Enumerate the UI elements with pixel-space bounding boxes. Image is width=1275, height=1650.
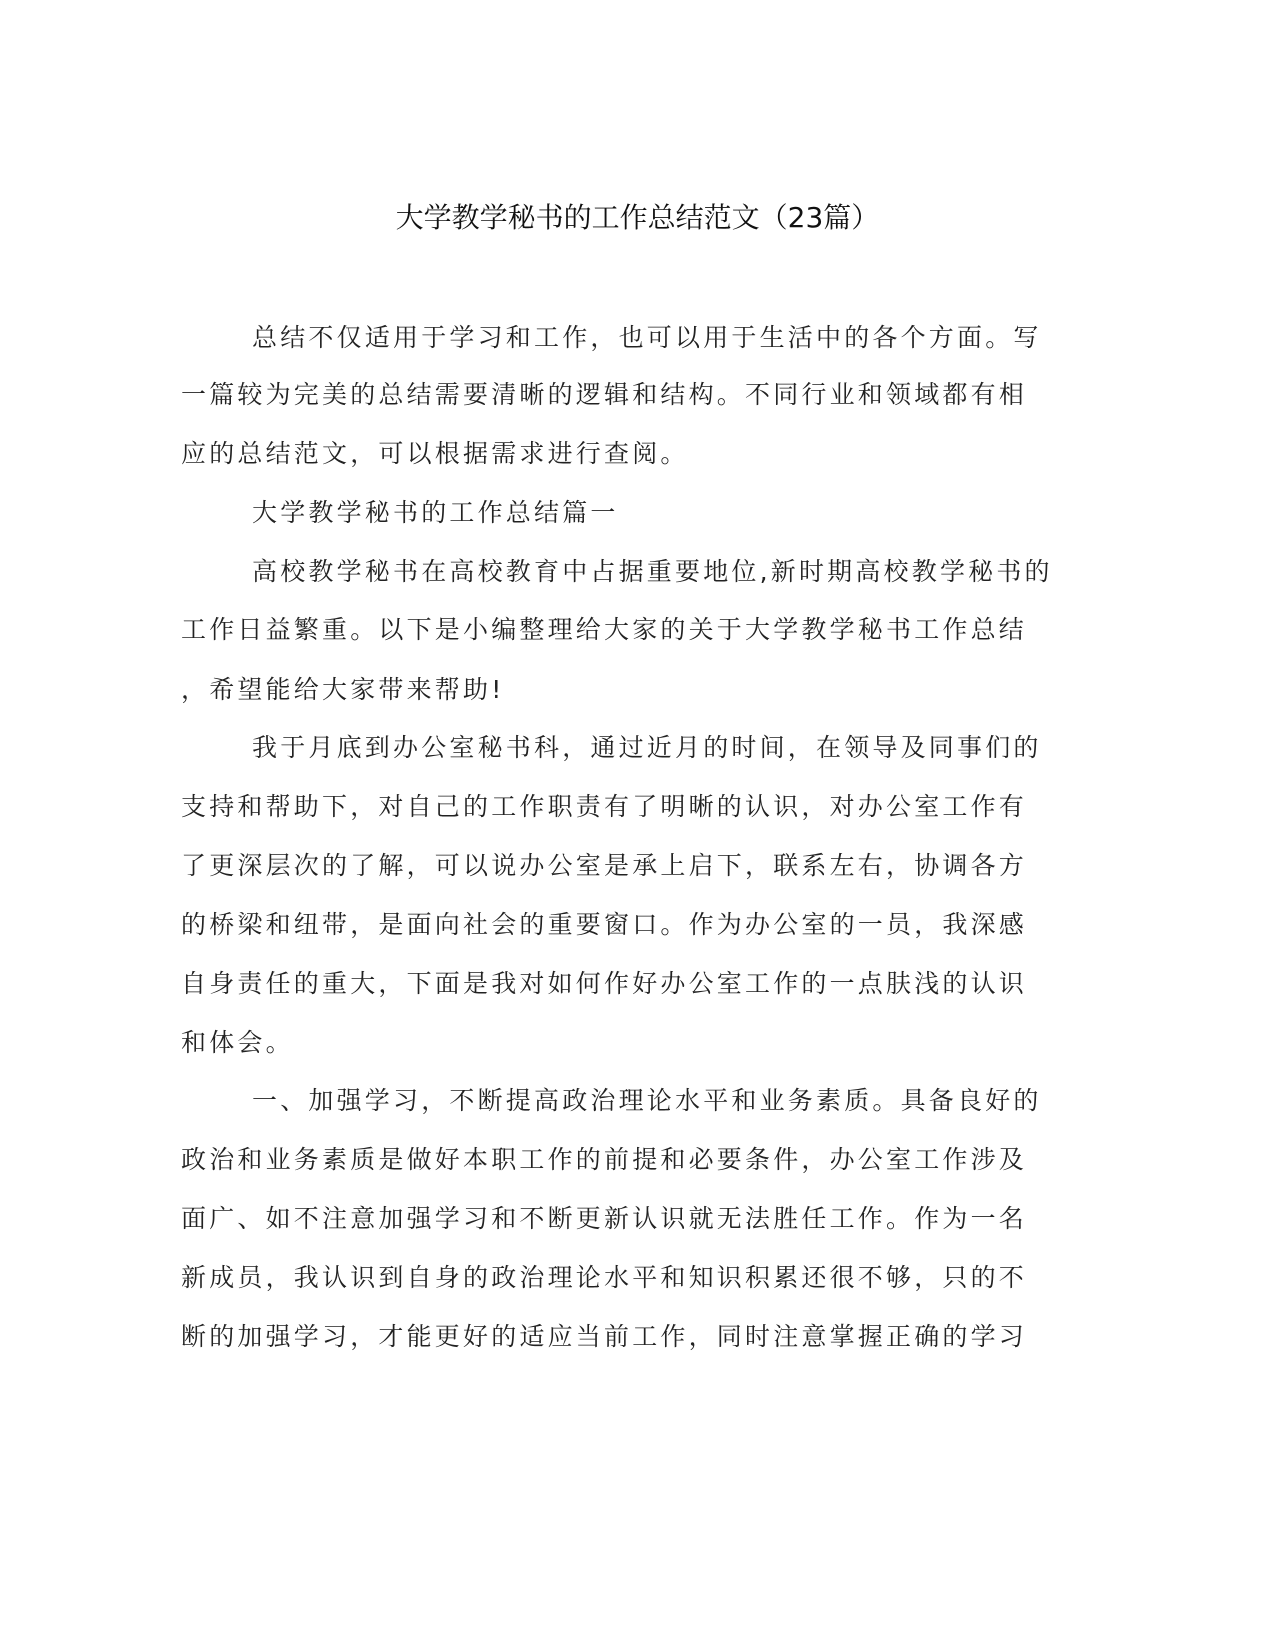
- body-line: 支持和帮助下，对自己的工作职责有了明晰的认识，对办公室工作有: [181, 792, 1028, 821]
- body-line: 我于月底到办公室秘书科，通过近月的时间，在领导及同事们的: [252, 733, 1042, 762]
- body-line: 工作日益繁重。以下是小编整理给大家的关于大学教学秘书工作总结: [181, 615, 1028, 644]
- section-heading: 大学教学秘书的工作总结篇一: [252, 498, 619, 527]
- body-line: 了更深层次的了解，可以说办公室是承上启下，联系左右，协调各方: [181, 851, 1028, 880]
- document-title: 大学教学秘书的工作总结范文（23篇）: [395, 201, 880, 234]
- body-line: 一、加强学习，不断提高政治理论水平和业务素质。具备良好的: [252, 1086, 1042, 1115]
- body-line: 和体会。: [181, 1028, 294, 1057]
- body-line: 应的总结范文，可以根据需求进行查阅。: [181, 439, 689, 468]
- body-line: 断的加强学习，才能更好的适应当前工作，同时注意掌握正确的学习: [181, 1322, 1028, 1351]
- body-line: 的桥梁和纽带，是面向社会的重要窗口。作为办公室的一员，我深感: [181, 910, 1028, 939]
- body-line: 自身责任的重大，下面是我对如何作好办公室工作的一点肤浅的认识: [181, 969, 1028, 998]
- body-line: 新成员，我认识到自身的政治理论水平和知识积累还很不够，只的不: [181, 1263, 1028, 1292]
- body-line: 面广、如不注意加强学习和不断更新认识就无法胜任工作。作为一名: [181, 1204, 1028, 1233]
- body-line: ，希望能给大家带来帮助!: [181, 675, 505, 704]
- body-line: 政治和业务素质是做好本职工作的前提和必要条件，办公室工作涉及: [181, 1145, 1028, 1174]
- body-line: 总结不仅适用于学习和工作，也可以用于生活中的各个方面。写: [252, 323, 1042, 352]
- body-line: 高校教学秘书在高校教育中占据重要地位,新时期高校教学秘书的: [252, 557, 1053, 586]
- body-line: 一篇较为完美的总结需要清晰的逻辑和结构。不同行业和领域都有相: [181, 380, 1028, 409]
